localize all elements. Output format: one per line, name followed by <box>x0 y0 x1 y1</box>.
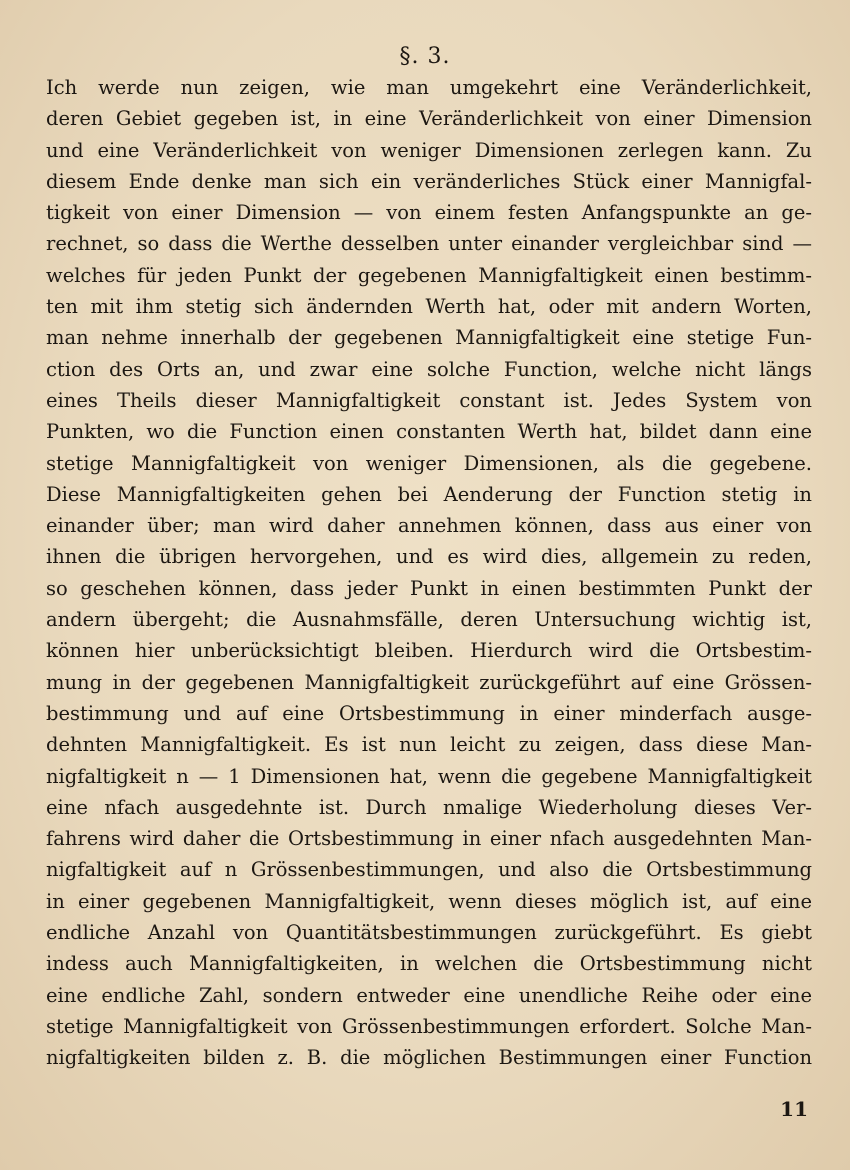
text-line-12: Punkten, wo die Function einen constanten Werth hat, bildet dann eine <box>46 420 812 444</box>
text-line-2: deren Gebiet gegeben ist, in eine Veränderlichkeit von einer Dimension <box>46 107 812 131</box>
text-line-7: welches für jeden Punkt der gegebenen Mannigfaltigkeit einen bestimm- <box>46 263 812 287</box>
page-number: 11 <box>780 1097 808 1121</box>
text-line-3: und eine Veränderlichkeit von weniger Dimensionen zerlegen kann. Zu <box>46 138 812 162</box>
text-line-21: bestimmung und auf eine Ortsbestimmung in einer minderfach ausge- <box>46 701 812 725</box>
text-line-17: so geschehen können, dass jeder Punkt in einen bestimmten Punkt der <box>46 576 812 600</box>
text-line-5: tigkeit von einer Dimension — von einem festen Anfangspunkte an ge- <box>46 201 812 225</box>
section-heading: §. 3. <box>399 44 451 69</box>
text-line-6: rechnet, so dass die Werthe desselben unter einander vergleichbar sind — <box>46 232 812 256</box>
text-line-20: mung in der gegebenen Mannigfaltigkeit zurückgeführt auf eine Grössen- <box>46 670 812 694</box>
text-line-28: endliche Anzahl von Quantitätsbestimmungen zurückgeführt. Es giebt <box>46 921 812 945</box>
body-text <box>46 72 812 1074</box>
text-line-25: fahrens wird daher die Ortsbestimmung in einer nfach ausgedehnten Man- <box>46 827 812 851</box>
text-line-29: indess auch Mannigfaltigkeiten, in welchen die Ortsbestimmung nicht <box>46 952 812 976</box>
text-line-18: andern übergeht; die Ausnahmsfälle, deren Untersuchung wichtig ist, <box>46 608 812 632</box>
text-line-26: nigfaltigkeit auf n Grössenbestimmungen, und also die Ortsbestimmung <box>46 858 812 882</box>
text-line-11: eines Theils dieser Mannigfaltigkeit constant ist. Jedes System von <box>46 388 812 412</box>
text-line-19: können hier unberücksichtigt bleiben. Hierdurch wird die Ortsbestim- <box>46 639 812 663</box>
text-line-10: ction des Orts an, und zwar eine solche Function, welche nicht längs <box>46 357 812 381</box>
text-line-14: Diese Mannigfaltigkeiten gehen bei Aenderung der Function stetig in <box>46 482 812 506</box>
text-line-27: in einer gegebenen Mannigfaltigkeit, wenn dieses möglich ist, auf eine <box>46 889 812 913</box>
text-line-32: nigfaltigkeiten bilden z. B. die möglichen Bestimmungen einer Function <box>46 1046 812 1070</box>
text-line-9: man nehme innerhalb der gegebenen Mannigfaltigkeit eine stetige Fun- <box>46 326 812 350</box>
text-line-23: nigfaltigkeit n — 1 Dimensionen hat, wenn die gegebene Mannigfaltigkeit <box>46 764 812 788</box>
text-line-22: dehnten Mannigfaltigkeit. Es ist nun leicht zu zeigen, dass diese Man- <box>46 733 812 757</box>
text-line-13: stetige Mannigfaltigkeit von weniger Dimensionen, als die gegebene. <box>46 451 812 475</box>
text-line-4: diesem Ende denke man sich ein veränderliches Stück einer Mannigfal- <box>46 169 812 193</box>
text-line-30: eine endliche Zahl, sondern entweder eine unendliche Reihe oder eine <box>46 983 812 1007</box>
text-line-24: eine nfach ausgedehnte ist. Durch nmalige Wiederholung dieses Ver- <box>46 795 812 819</box>
text-line-31: stetige Mannigfaltigkeit von Grössenbestimmungen erfordert. Solche Man- <box>46 1014 812 1038</box>
text-line-1: Ich werde nun zeigen, wie man umgekehrt eine Veränderlichkeit, <box>46 76 812 99</box>
text-line-16: ihnen die übrigen hervorgehen, und es wird dies, allgemein zu reden, <box>46 545 812 569</box>
text-line-8: ten mit ihm stetig sich ändernden Werth hat, oder mit andern Worten, <box>46 295 812 319</box>
text-line-15: einander über; man wird daher annehmen können, dass aus einer von <box>46 514 812 538</box>
